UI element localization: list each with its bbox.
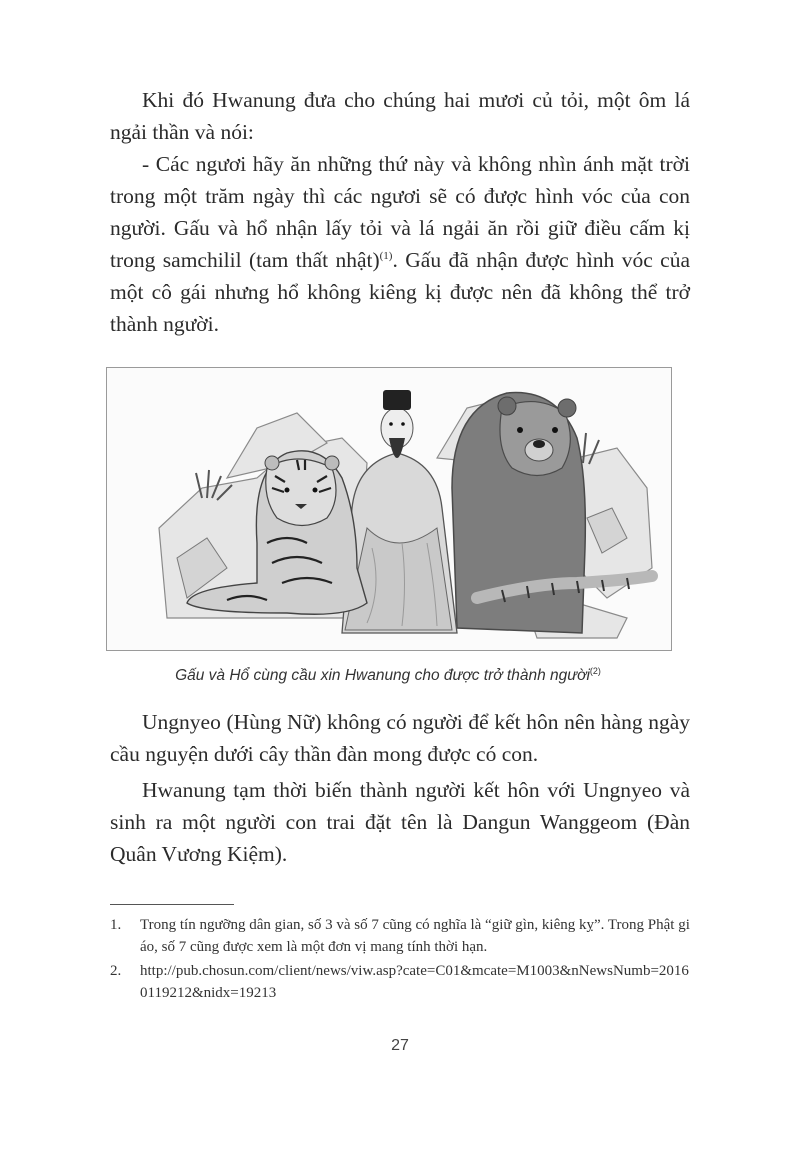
footnote-text: Trong tín ngưỡng dân gian, số 3 và số 7 cũng có nghĩa là “giữ gìn, kiêng kỵ”. Trong Phật giáo, số 7 cũng được xem là một đơn vị mang tính thời hạn. — [140, 917, 690, 955]
footnote-reference-2: (2) — [589, 666, 601, 676]
figure-caption — [106, 666, 670, 685]
footnote-1 — [110, 914, 690, 958]
page-number: 27 — [391, 1037, 409, 1054]
footnote-text: http://pub.chosun.com/client/news/viw.asp?cate=C01&mcate=M1003&nNewsNumb=20160119212&nidx=19213 — [140, 963, 689, 1001]
paragraph-2-text-b: . Gấu đã nhận được hình vóc của một cô gái nhưng hổ không kiêng kị được nên đã không thể trở thành người. — [110, 248, 690, 336]
footnote-number: 1. — [110, 917, 122, 933]
body-paragraph-2 — [110, 148, 690, 340]
footnote-divider — [110, 904, 234, 905]
footnote-reference-1: (1) — [379, 249, 393, 262]
caption-text: Gấu và Hổ cùng cầu xin Hwanung cho được trở thành người — [175, 667, 590, 685]
illustration-bear-tiger-hwanung — [106, 367, 672, 651]
body-paragraph-3: Ungnyeo (Hùng Nữ) không có người để kết hôn nên hàng ngày cầu nguyện dưới cây thần đàn mong được có con. — [110, 710, 690, 766]
paragraph-2-text-a: - Các ngươi hãy ăn những thứ này và không nhìn ánh mặt trời trong một trăm ngày thì các ngươi sẽ có được hình vóc của con người. Gấu và hổ nhận lấy tỏi và lá ngải ăn rồi giữ điều cấm kị trong samchilil (tam thất nhật) — [110, 152, 690, 272]
footnotes — [110, 914, 690, 1006]
illustration-drawing — [107, 368, 671, 650]
footnote-2 — [110, 960, 690, 1004]
footnote-number: 2. — [110, 963, 122, 979]
body-paragraph-1: Khi đó Hwanung đưa cho chúng hai mươi củ tỏi, một ôm lá ngải thần và nói: — [110, 88, 690, 144]
body-paragraph-4: Hwanung tạm thời biến thành người kết hôn với Ungnyeo và sinh ra một người con trai đặt tên là Dangun Wanggeom (Đàn Quân Vương Kiệm). — [110, 778, 690, 866]
